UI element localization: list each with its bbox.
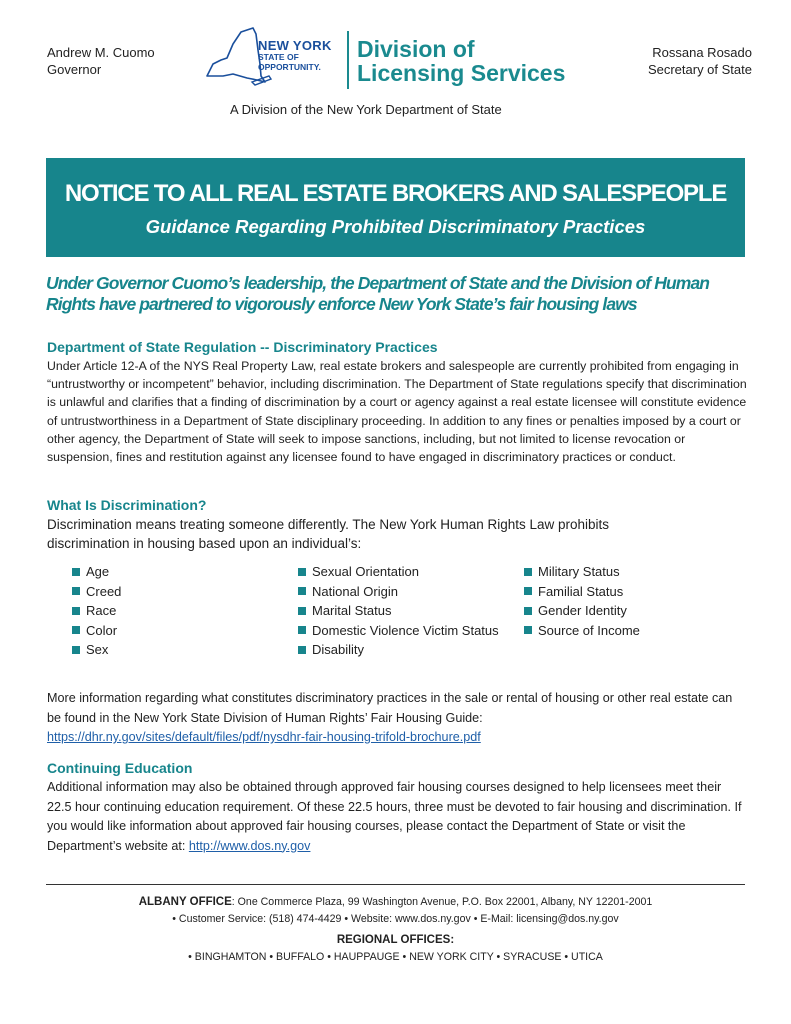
tagline-line1: Under Governor Cuomo’s leadership, the Department of State and the Division of Human — [46, 273, 710, 293]
square-bullet-icon — [524, 568, 532, 576]
square-bullet-icon — [298, 626, 306, 634]
list-item: Domestic Violence Victim Status — [298, 621, 524, 641]
banner-title: NOTICE TO ALL REAL ESTATE BROKERS AND SALESPEOPLE — [64, 180, 727, 207]
list-item: Disability — [298, 640, 524, 660]
square-bullet-icon — [72, 626, 80, 634]
albany-office-label: ALBANY OFFICE — [138, 896, 232, 908]
continuing-education-paragraph — [47, 778, 749, 856]
section-heading-discrimination: What Is Discrimination? — [47, 497, 207, 513]
section-heading-continuing-education: Continuing Education — [47, 760, 193, 776]
ny-wordmark — [258, 39, 332, 72]
governor-block — [47, 44, 155, 78]
more-info-paragraph — [47, 689, 749, 748]
list-item: Marital Status — [298, 601, 524, 621]
ny-wordmark-line2: STATE OF — [258, 52, 299, 62]
list-item: Military Status — [524, 562, 640, 582]
square-bullet-icon — [72, 607, 80, 615]
list-item: Familial Status — [524, 582, 640, 602]
discrimination-paragraph: Discrimination means treating someone differently. The New York Human Rights Law prohibits discrimination in housing based upon an individual’s: — [47, 517, 610, 551]
albany-office-address: : One Commerce Plaza, 99 Washington Avenue, P.O. Box 22001, Albany, NY 12201-2001 — [231, 896, 653, 908]
banner-subtitle: Guidance Regarding Prohibited Discriminatory Practices — [145, 216, 646, 237]
logo-divider — [347, 31, 349, 89]
list-item: Creed — [72, 582, 298, 602]
governor-name: Andrew M. Cuomo — [47, 45, 155, 60]
header-subtitle: A Division of the New York Department of State — [230, 102, 502, 117]
secretary-name: Rossana Rosado — [652, 45, 752, 60]
tagline-line2: Rights have partnered to vigorously enforce New York State’s fair housing laws — [46, 294, 637, 314]
square-bullet-icon — [524, 587, 532, 595]
square-bullet-icon — [298, 587, 306, 595]
list-item: Sexual Orientation — [298, 562, 524, 582]
list-item: Color — [72, 621, 298, 641]
secretary-title: Secretary of State — [647, 62, 752, 77]
square-bullet-icon — [72, 646, 80, 654]
fair-housing-guide-link[interactable]: https://dhr.ny.gov/sites/default/files/pdf/nysdhr-fair-housing-trifold-brochure.pdf — [47, 730, 481, 744]
list-item: Age — [72, 562, 298, 582]
square-bullet-icon — [298, 646, 306, 654]
list-item: Sex — [72, 640, 298, 660]
protected-classes-column-1 — [72, 562, 298, 660]
notice-banner — [46, 158, 745, 257]
square-bullet-icon — [72, 568, 80, 576]
division-logo-line1: Division of — [357, 36, 475, 62]
footer-divider — [46, 884, 745, 885]
regional-offices-list: • BINGHAMTON • BUFFALO • HAUPPAUGE • NEW YORK CITY • SYRACUSE • UTICA — [188, 951, 603, 963]
square-bullet-icon — [524, 626, 532, 634]
square-bullet-icon — [298, 607, 306, 615]
list-item: Race — [72, 601, 298, 621]
protected-classes-column-3 — [524, 562, 640, 660]
more-info-text: More information regarding what constitutes discriminatory practices in the sale or rental of housing or other real estate can be found in the New York State Division of Human Rights’ Fair Housing Guide: — [47, 691, 733, 725]
square-bullet-icon — [298, 568, 306, 576]
protected-classes-column-2 — [298, 562, 524, 660]
secretary-block — [648, 44, 752, 78]
list-item: National Origin — [298, 582, 524, 602]
ny-wordmark-line1: NEW YORK — [258, 38, 332, 53]
albany-office-line — [0, 896, 791, 908]
division-logo-line2: Licensing Services — [357, 60, 566, 86]
tagline — [46, 273, 751, 315]
square-bullet-icon — [72, 587, 80, 595]
regulation-paragraph: Under Article 12-A of the NYS Real Property Law, real estate brokers and salespeople are currently prohibited from engaging in “untrustworthy or incompetent” behavior, including discrimination. The Department of State regulations specify that discrimination is unlawful and clarifies that a finding of discrimination by a court or agency against a real estate licensee will constitute evidence of untrustworthiness in a Department of State disciplinary proceeding. In addition to any fines or penalties imposed by a court or other agency, the Department of State will seek to impose sanctions, including, but not limited to license revocation or suspension, fines and restitution against any licensee found to have engaged in discriminatory practices or conduct. — [47, 359, 747, 465]
section-heading-regulation: Department of State Regulation -- Discriminatory Practices — [47, 339, 438, 355]
governor-title: Governor — [47, 62, 102, 77]
continuing-education-text: Additional information may also be obtained through approved fair housing courses designed to help licensees meet their 22.5 hour continuing education requirement. Of these 22.5 hours, three must be devoted to fair housing and discrimination. If you would like information about approved fair housing courses, please contact the Department of State or visit the Department’s website at: — [47, 780, 742, 853]
regional-offices-label: REGIONAL OFFICES: — [336, 934, 455, 946]
square-bullet-icon — [524, 607, 532, 615]
protected-classes-list — [72, 562, 692, 660]
division-logo-title — [357, 37, 565, 85]
contact-line: • Customer Service: (518) 474-4429 • Website: www.dos.ny.gov • E-Mail: licensing@dos.ny.gov — [172, 913, 619, 925]
list-item: Gender Identity — [524, 601, 640, 621]
list-item: Source of Income — [524, 621, 640, 641]
dos-website-link[interactable]: http://www.dos.ny.gov — [188, 838, 311, 853]
ny-wordmark-line3: OPPORTUNITY. — [258, 62, 321, 72]
